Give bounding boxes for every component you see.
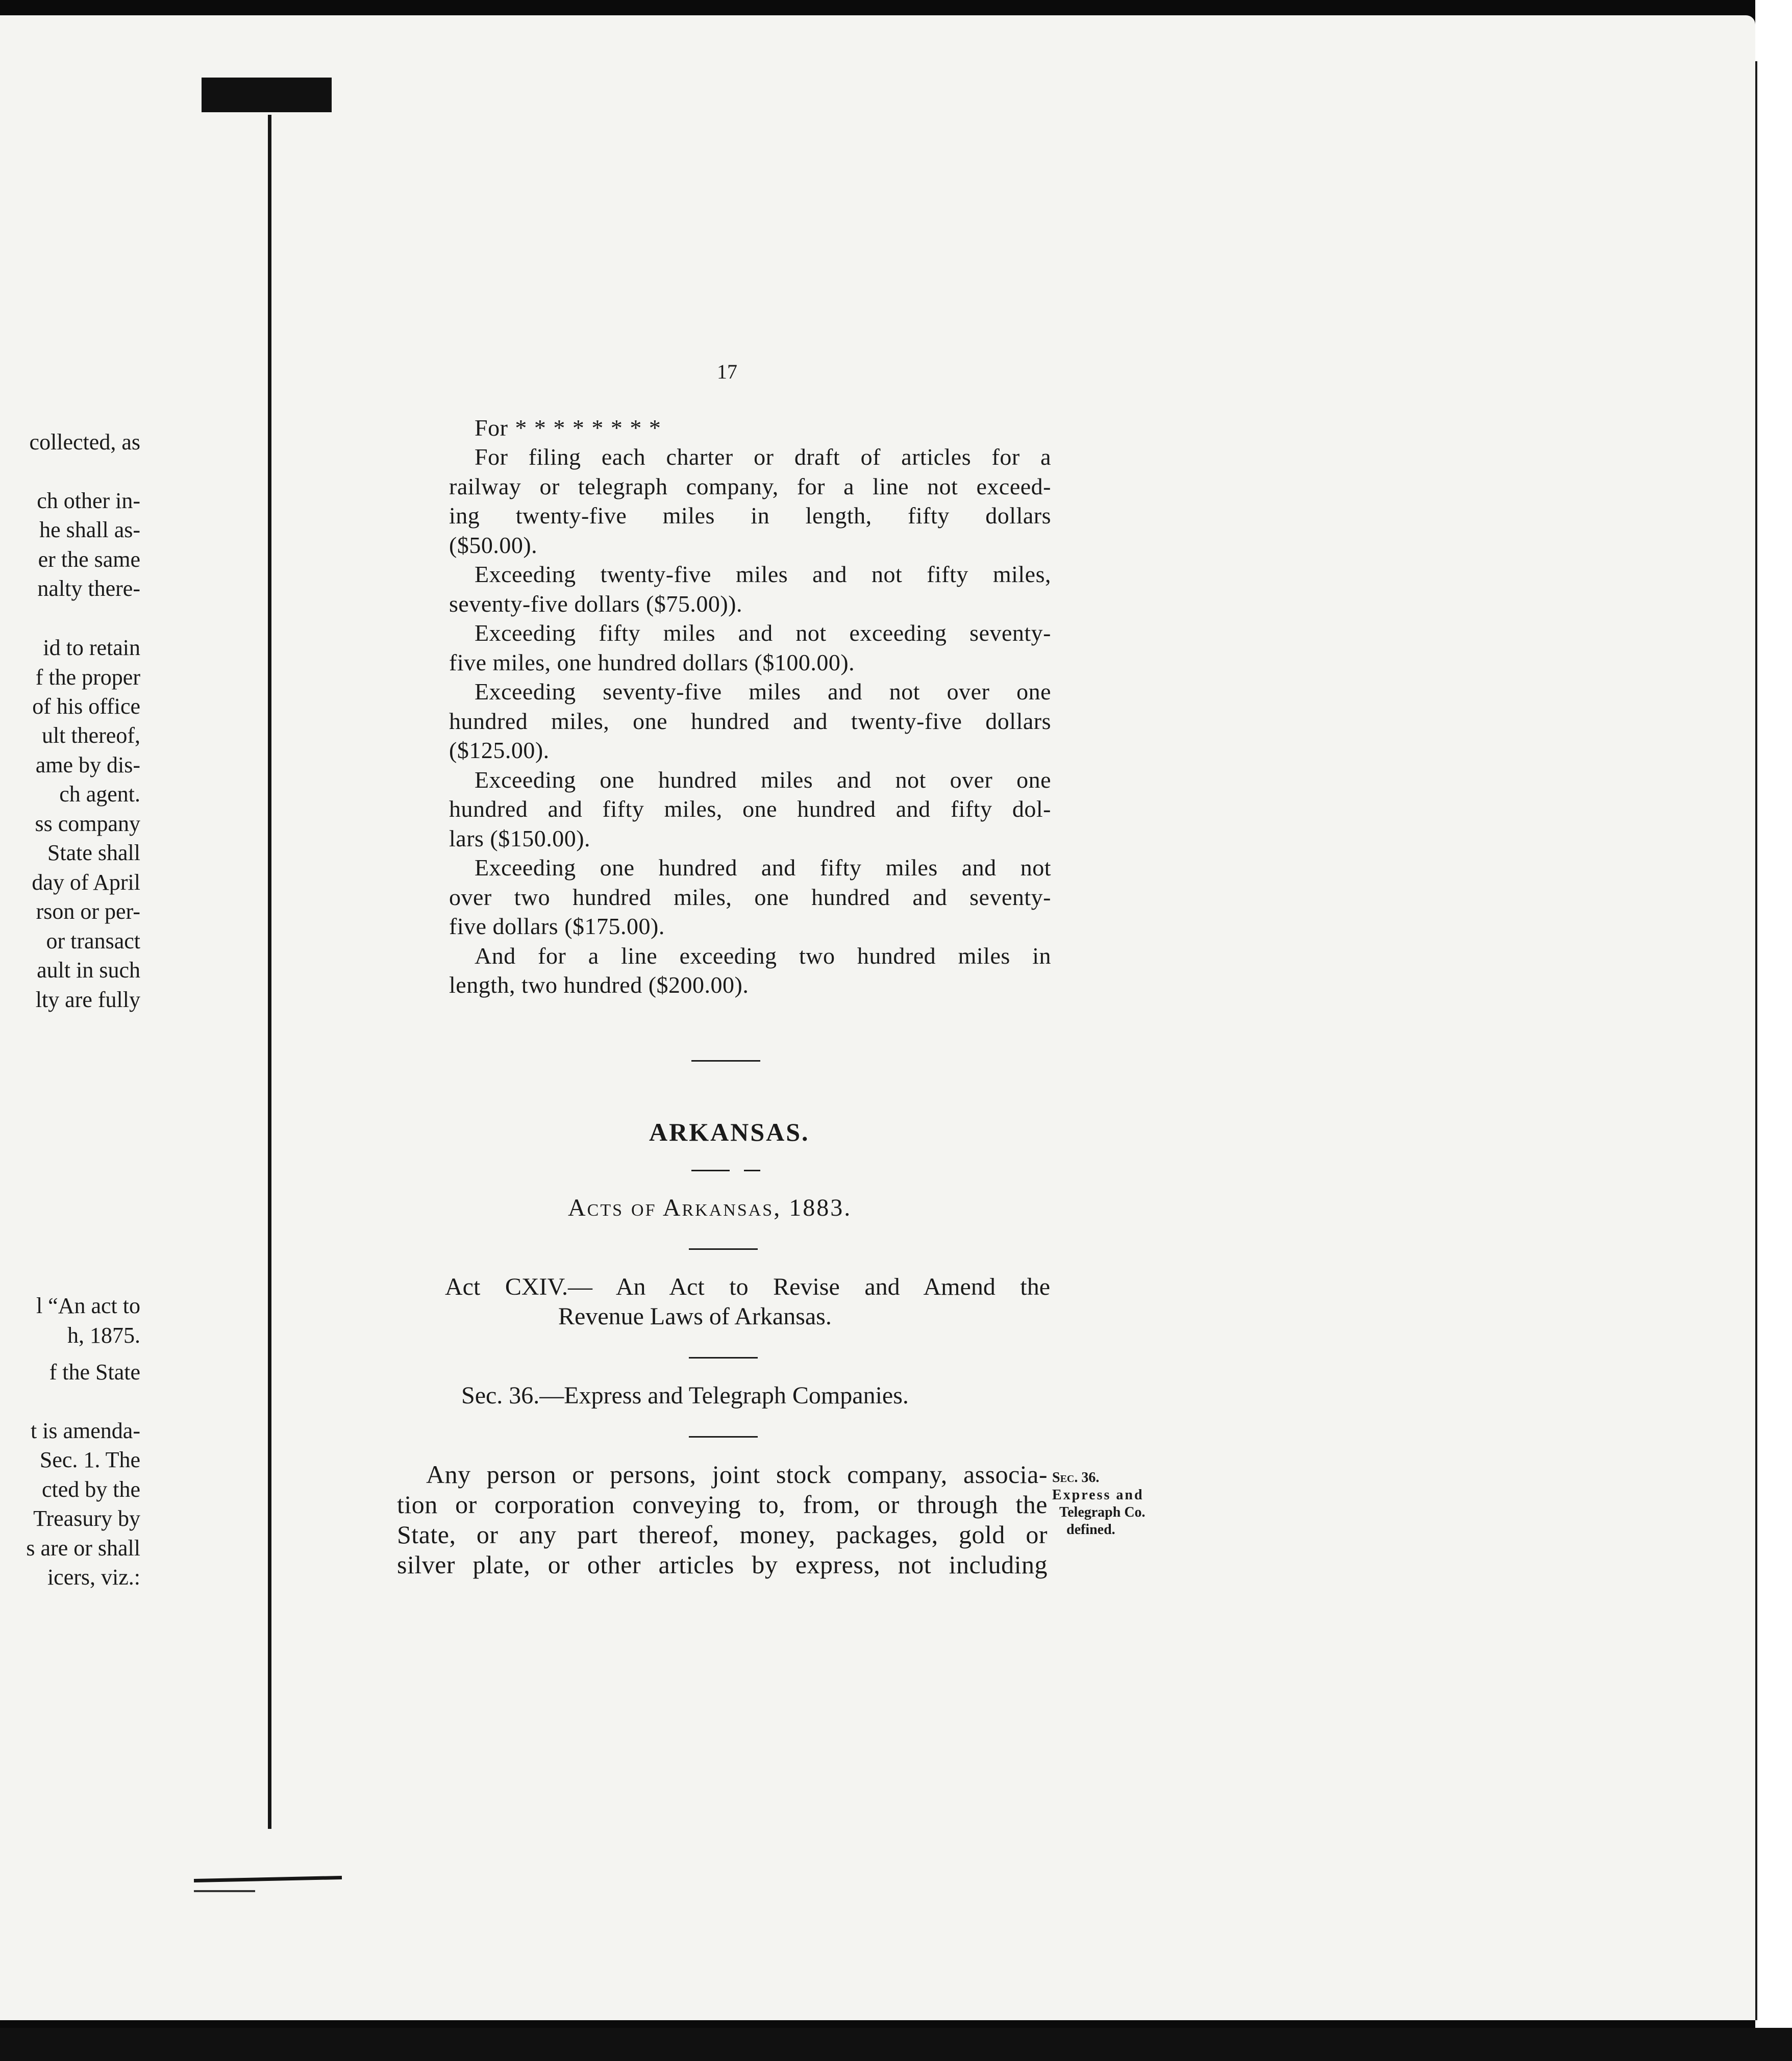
left-line: t is amenda-	[30, 1418, 140, 1443]
scan-right-margin	[1755, 0, 1792, 2061]
margin-note-section: Sec. 36.	[1052, 1470, 1100, 1486]
fee-line: seventy-five dollars ($75.00)).	[449, 591, 743, 617]
state-heading: ARKANSAS.	[649, 1118, 810, 1146]
left-line: or transact	[46, 928, 140, 953]
left-line: ch agent.	[59, 782, 140, 807]
fee-line: hundred miles, one hundred and twenty-five dollars	[449, 708, 1051, 734]
fee-line: Exceeding fifty miles and not exceeding seventy-	[475, 620, 1051, 646]
left-line: f the State	[49, 1360, 140, 1385]
section-title: Sec. 36.—Express and Telegraph Companies.	[461, 1382, 909, 1409]
left-line: l “An act to	[36, 1293, 140, 1318]
left-line: id to retain	[43, 635, 140, 660]
left-line: rson or per-	[36, 899, 140, 924]
section-divider-2	[689, 1436, 758, 1438]
left-line: ame by dis-	[35, 752, 140, 777]
fee-line: five miles, one hundred dollars ($100.00).	[449, 649, 855, 675]
left-line: h, 1875.	[67, 1323, 140, 1348]
fee-line: And for a line exceeding two hundred miles in	[475, 943, 1051, 969]
left-line: collected, as	[29, 430, 140, 455]
left-line: cted by the	[41, 1477, 140, 1502]
act-title-line1: Act CXIV.— An Act to Revise and Amend the	[445, 1273, 1050, 1300]
left-line: State shall	[47, 840, 140, 865]
left-line: f the proper	[35, 665, 140, 690]
fee-line: over two hundred miles, one hundred and seventy-	[449, 884, 1051, 910]
margin-note-line: Express and	[1052, 1487, 1144, 1503]
left-line: nalty there-	[37, 576, 140, 601]
left-line: day of April	[32, 870, 140, 895]
fee-line: hundred and fifty miles, one hundred and fifty dol-	[449, 796, 1051, 822]
page-sheet	[0, 15, 1755, 2020]
section-line: State, or any part thereof, money, packages, gold or	[397, 1520, 1048, 1549]
fee-line: Exceeding seventy-five miles and not over one	[475, 678, 1051, 705]
heading-divider	[691, 1170, 730, 1171]
left-line: Treasury by	[33, 1506, 140, 1531]
page-number: 17	[717, 360, 737, 383]
section-line: Any person or persons, joint stock company, associa-	[426, 1460, 1048, 1489]
gutter-line	[268, 115, 271, 1829]
page-edge	[1755, 61, 1757, 2020]
fee-line: Exceeding one hundred and fifty miles and not	[475, 854, 1051, 881]
fee-line: Exceeding one hundred miles and not over one	[475, 767, 1051, 793]
fee-line: For filing each charter or draft of articles for a	[475, 444, 1051, 470]
section-divider	[691, 1060, 760, 1062]
gutter-tab	[202, 78, 332, 112]
left-line: lty are fully	[35, 987, 140, 1012]
intro-line: For * * * * * * * *	[475, 415, 661, 441]
margin-note-line: defined.	[1066, 1522, 1115, 1538]
left-line: ult thereof,	[41, 723, 140, 748]
fee-line: Exceeding twenty-five miles and not fifty miles,	[475, 561, 1051, 587]
act-divider	[689, 1357, 758, 1359]
fee-line: length, two hundred ($200.00).	[449, 972, 749, 998]
acts-title: Acts of Arkansas, 1883.	[568, 1194, 852, 1221]
heading-divider-dash	[744, 1170, 760, 1171]
left-line: ch other in-	[37, 488, 140, 513]
fee-line: five dollars ($175.00).	[449, 913, 665, 939]
previous-page-fragment	[0, 0, 140, 2061]
left-line: ault in such	[37, 958, 140, 983]
left-line: Sec. 1. The	[39, 1447, 140, 1472]
gutter-foot-mark	[194, 1890, 255, 1892]
left-line: icers, viz.:	[47, 1565, 140, 1590]
scan-bottom-border	[0, 2028, 1792, 2061]
fee-line: lars ($150.00).	[449, 825, 591, 851]
left-line: of his office	[32, 694, 140, 719]
title-divider	[689, 1248, 758, 1250]
fee-line: ($125.00).	[449, 737, 550, 763]
margin-note-line: Telegraph Co.	[1059, 1504, 1146, 1520]
left-line: er the same	[38, 547, 140, 572]
left-line: ss company	[35, 811, 140, 836]
left-line: he shall as-	[39, 517, 140, 542]
section-line: tion or corporation conveying to, from, or through the	[397, 1490, 1048, 1519]
margin-note	[1052, 1469, 1146, 1539]
fee-line: ($50.00).	[449, 532, 538, 558]
section-line: silver plate, or other articles by express, not including	[397, 1550, 1048, 1579]
fee-line: ing twenty-five miles in length, fifty dollars	[449, 502, 1051, 529]
fee-line: railway or telegraph company, for a line not exceed-	[449, 473, 1051, 499]
left-line: s are or shall	[26, 1536, 140, 1561]
act-title-line2: Revenue Laws of Arkansas.	[558, 1303, 832, 1330]
